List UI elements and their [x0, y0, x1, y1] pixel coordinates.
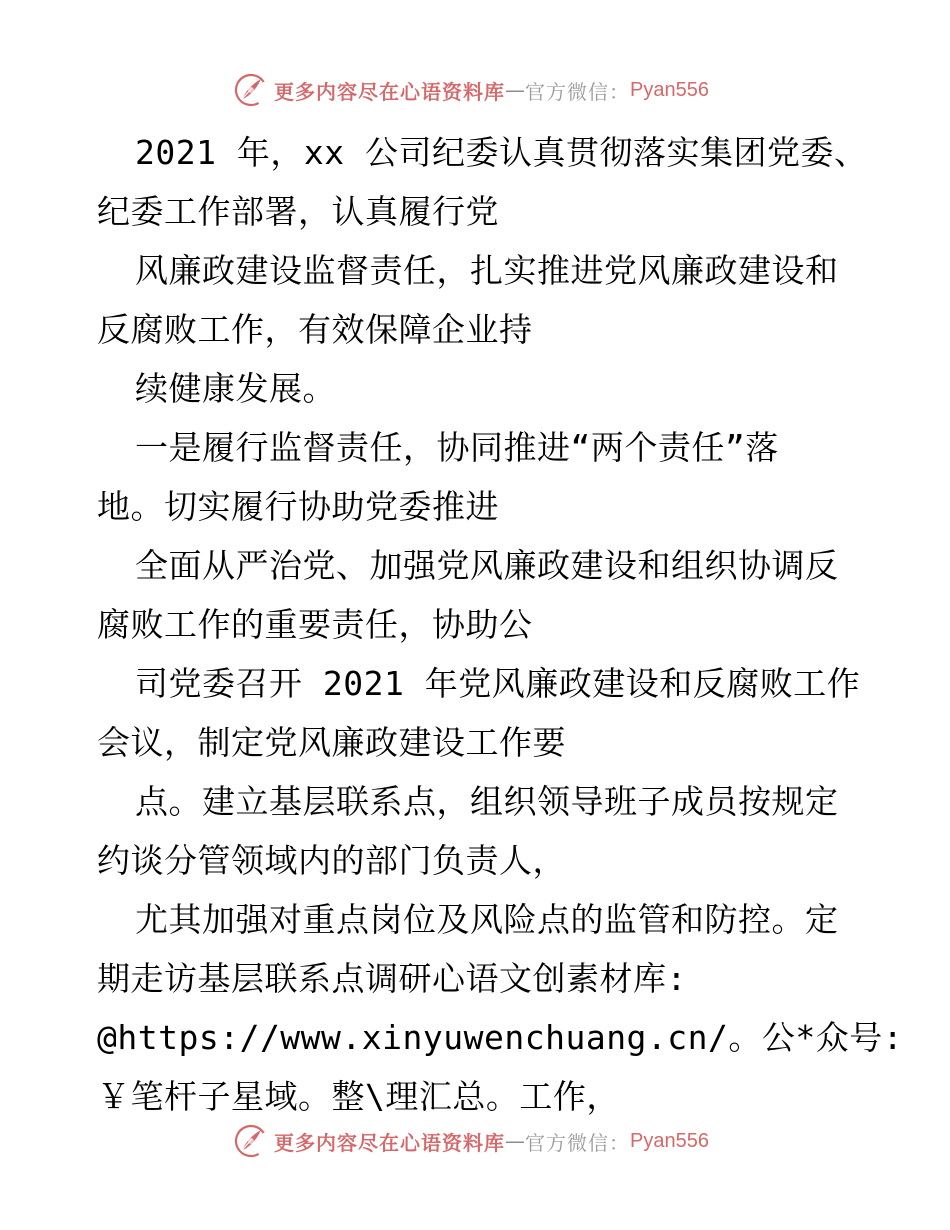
quill-pen-logo-icon [234, 73, 268, 107]
text-line: 司党委召开 2021 年党风廉政建设和反腐败工作 [135, 664, 861, 703]
banner-wechat-id: Pyan556 [630, 78, 709, 101]
text-line: 风廉政建设监督责任，扎实推进党风廉政建设和 [135, 251, 839, 290]
header-banner [234, 72, 709, 108]
text-line: 2021 年，xx 公司纪委认真贯彻落实集团党委、 [135, 133, 868, 172]
footer-banner [234, 1123, 709, 1159]
text-line: 续健康发展。 [135, 369, 336, 408]
text-line: 尤其加强对重点岗位及风险点的监管和防控。定 [135, 900, 839, 939]
quill-pen-logo-icon [234, 1124, 268, 1158]
text-line: 反腐败工作，有效保障企业持 [97, 310, 533, 349]
banner-title: 更多内容尽在心语资料库 [274, 1130, 505, 1155]
document-body [97, 123, 904, 1126]
banner-dash: — [505, 1129, 525, 1153]
text-line: 地。切实履行协助党委推进 [97, 487, 499, 526]
text-line: 全面从严治党、加强党风廉政建设和组织协调反 [135, 546, 839, 585]
text-line: 约谈分管领域内的部门负责人， [97, 841, 566, 880]
text-line: 会议，制定党风廉政建设工作要 [97, 723, 566, 762]
text-line: 一是履行监督责任，协同推进“两个责任”落 [135, 428, 779, 467]
banner-wechat-label: 官方微信： [525, 79, 630, 104]
text-line: 点。建立基层联系点，组织领导班子成员按规定 [135, 782, 839, 821]
text-line: 纪委工作部署，认真履行党 [97, 192, 499, 231]
banner-dash: — [505, 78, 525, 102]
banner-wechat-id: Pyan556 [630, 1129, 709, 1152]
banner-title: 更多内容尽在心语资料库 [274, 79, 505, 104]
banner-wechat-label: 官方微信： [525, 1130, 630, 1155]
text-line: 期走访基层联系点调研心语文创素材库: [97, 959, 687, 998]
text-line: @https://www.xinyuwenchuang.cn/。公*众号: [97, 1018, 904, 1057]
text-line: ￥笔杆子星域。整\理汇总。工作， [97, 1077, 620, 1116]
text-line: 腐败工作的重要责任，协助公 [97, 605, 533, 644]
